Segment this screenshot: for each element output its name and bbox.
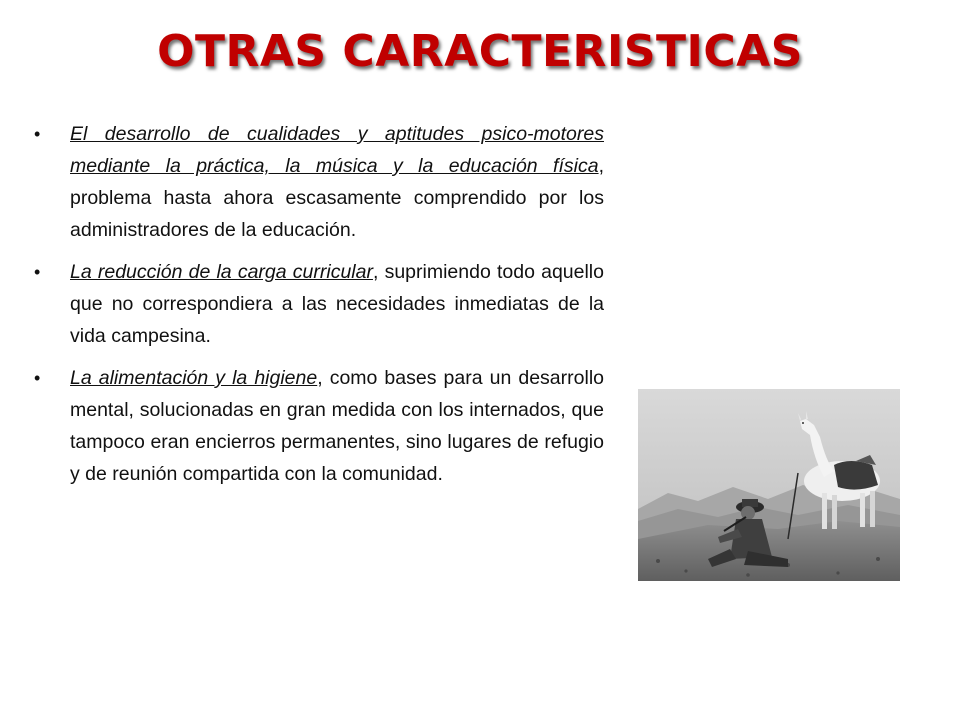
bullet-emphasis: La reducción de la carga curricular (70, 261, 373, 283)
bullet-item (34, 256, 604, 352)
bullet-emphasis: El desarrollo de cualidades y aptitudes psico-motores mediante la práctica, la música y la educación física (70, 123, 604, 177)
bullet-dot-icon: • (34, 262, 41, 282)
bullet-list (34, 118, 604, 500)
slide-title: OTRAS CARACTERISTICAS (157, 26, 803, 77)
bullet-text: , problema hasta ahora escasamente comprendido por los administradores de la educación. (70, 155, 604, 241)
photo-llama-shepherd (638, 389, 900, 581)
bullet-item (34, 362, 604, 490)
bullet-text: , suprimiendo todo aquello que no correspondiera a las necesidades inmediatas de la vida campesina. (70, 261, 604, 347)
bullet-item (34, 118, 604, 246)
bullet-dot-icon: • (34, 124, 41, 144)
bullet-text: , como bases para un desarrollo mental, solucionadas en gran medida con los internados, que tampoco eran encierros permanentes, sino lugares de refugio y de reunión compartida con la comunidad. (70, 367, 604, 485)
bullet-emphasis: La alimentación y la higiene (70, 367, 318, 389)
bullet-dot-icon: • (34, 368, 41, 388)
